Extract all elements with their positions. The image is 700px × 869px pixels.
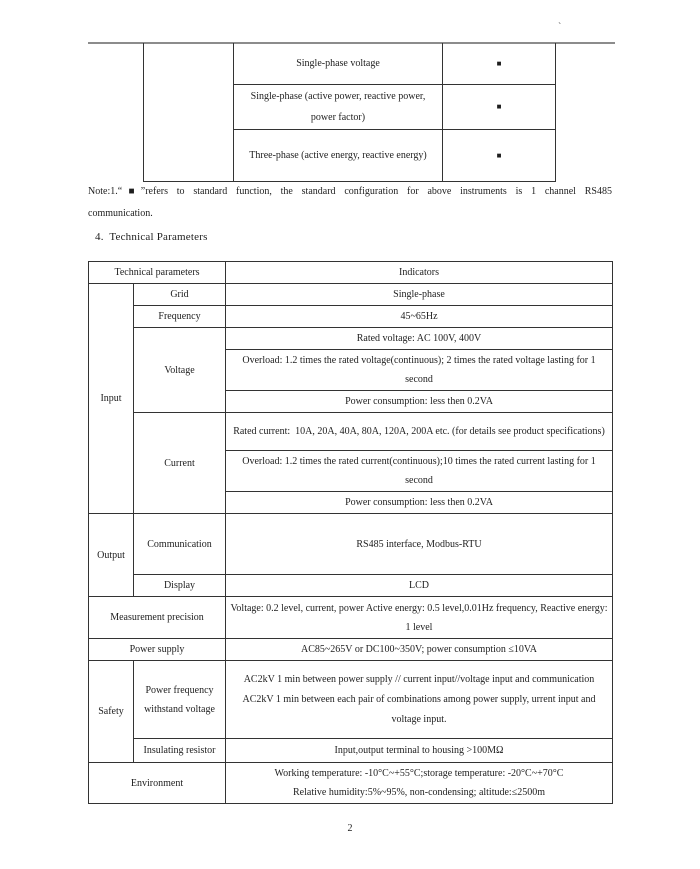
- stray-tick-mark: `: [558, 22, 562, 33]
- table-row: [89, 763, 613, 804]
- withstand-voltage-label-cell: Power frequency withstand voltage: [134, 661, 226, 739]
- input-group-cell: Input: [89, 284, 134, 514]
- note-line-2: communication.: [88, 208, 153, 219]
- current-power-consumption-cell: Power consumption: less then 0.2VA: [226, 492, 613, 514]
- communication-label-cell: Communication: [134, 514, 226, 575]
- measurement-precision-value-cell: Voltage: 0.2 level, current, power Active energy: 0.5 level,0.01Hz frequency, Reactive energy: 1 level: [226, 597, 613, 639]
- standard-marker-icon: ■: [443, 129, 556, 181]
- output-group-cell: Output: [89, 514, 134, 597]
- grid-value-cell: Single-phase: [226, 284, 613, 306]
- technical-parameters-table: [88, 261, 613, 804]
- withstand-line-2: AC2kV 1 min between each pair of combinations among power supply, urrent input and voltage input.: [242, 693, 596, 725]
- table-row: [89, 639, 613, 661]
- table-row: [89, 284, 613, 306]
- note-paragraph: [88, 181, 612, 225]
- environment-line-2: Relative humidity:5%~95%, non-condensing; altitude:≤2500m: [293, 787, 545, 798]
- voltage-power-consumption-cell: Power consumption: less then 0.2VA: [226, 391, 613, 413]
- table-row: [89, 575, 613, 597]
- withstand-line-1: AC2kV 1 min between power supply // current input//voltage input and communication: [243, 673, 595, 685]
- function-name-cell: Three-phase (active energy, reactive energy): [234, 129, 443, 181]
- power-supply-value-cell: AC85~265V or DC100~350V; power consumption ≤10VA: [226, 639, 613, 661]
- table-header-row: [89, 262, 613, 284]
- page-number: 2: [347, 823, 353, 834]
- insulating-resistor-label-cell: Insulating resistor: [134, 739, 226, 763]
- environment-label-cell: Environment: [89, 763, 226, 804]
- table-row: [89, 413, 613, 451]
- environment-line-1: Working temperature: -10°C~+55°C;storage temperature: -20°C~+70°C: [274, 768, 564, 779]
- voltage-overload-cell: Overload: 1.2 times the rated voltage(continuous); 2 times the rated voltage lasting for 1 second: [226, 350, 613, 391]
- standard-marker-icon: ■: [443, 43, 556, 84]
- environment-value-cell: [226, 763, 613, 804]
- grid-label-cell: Grid: [134, 284, 226, 306]
- display-value-cell: LCD: [226, 575, 613, 597]
- table-row: [89, 597, 613, 639]
- voltage-label-cell: Voltage: [134, 328, 226, 413]
- power-supply-label-cell: Power supply: [89, 639, 226, 661]
- note-line-1: Note:1.“■”refers to standard function, the standard configuration for above instruments is 1 channel RS485: [88, 186, 612, 197]
- table-row: [89, 739, 613, 763]
- section-heading: 4. Technical Parameters: [95, 231, 208, 243]
- display-label-cell: Display: [134, 575, 226, 597]
- insulating-resistor-value-cell: Input,output terminal to housing >100MΩ: [226, 739, 613, 763]
- communication-value-cell: RS485 interface, Modbus-RTU: [226, 514, 613, 575]
- current-rated-cell: Rated current: 10A, 20A, 40A, 80A, 120A, 200A etc. (for details see product specifications): [226, 413, 613, 451]
- table-row: [89, 328, 613, 350]
- current-overload-cell: Overload: 1.2 times the rated current(continuous);10 times the rated current lasting for 1 second: [226, 451, 613, 492]
- frequency-label-cell: Frequency: [134, 306, 226, 328]
- standard-marker-icon: ■: [443, 84, 556, 129]
- function-table: [143, 43, 556, 182]
- function-name-cell: Single-phase voltage: [234, 43, 443, 84]
- safety-group-cell: Safety: [89, 661, 134, 763]
- function-table-blank-cell: [144, 43, 234, 181]
- frequency-value-cell: 45~65Hz: [226, 306, 613, 328]
- voltage-rated-cell: Rated voltage: AC 100V, 400V: [226, 328, 613, 350]
- measurement-precision-label-cell: Measurement precision: [89, 597, 226, 639]
- header-technical-parameters: Technical parameters: [89, 262, 226, 284]
- header-indicators: Indicators: [226, 262, 613, 284]
- withstand-voltage-value-cell: [226, 661, 613, 739]
- table-row: [89, 661, 613, 739]
- table-row: [89, 306, 613, 328]
- function-name-cell: Single-phase (active power, reactive power, power factor): [234, 84, 443, 129]
- current-label-cell: Current: [134, 413, 226, 514]
- function-table-row: [144, 43, 556, 84]
- table-row: [89, 514, 613, 575]
